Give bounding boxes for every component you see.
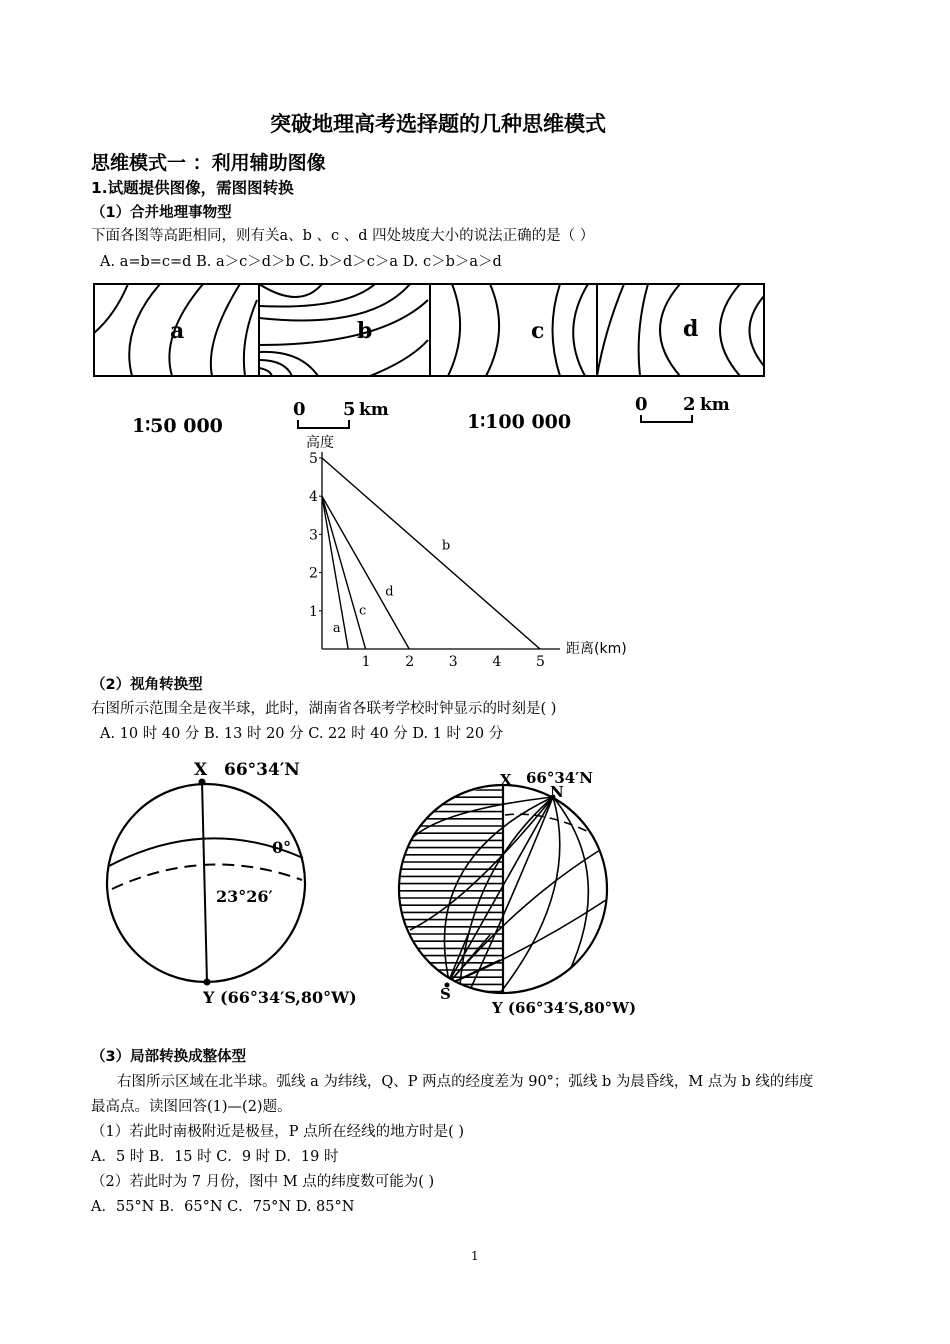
part1-heading: （1）合并地理事物型 [91, 205, 232, 221]
panel-label-a: a [170, 318, 185, 344]
x-tick-label: 5 [536, 654, 545, 670]
part1-options: A. a=b=c=d B. a＞c＞d＞b C. b＞d＞c＞a D. c＞b＞a＞d [100, 254, 502, 270]
x-axis-label: 距离(km) [566, 641, 627, 657]
series-label-a: a [332, 620, 341, 636]
series-label-c: c [359, 603, 367, 619]
left-y-label: Y (66°34′S,80°W) [203, 988, 357, 1007]
scale-bar1-five: 5 [343, 399, 356, 420]
x-tick-label: 4 [492, 654, 502, 670]
right-y-label: Y (66°34′S,80°W) [492, 999, 637, 1017]
x-tick-label: 3 [448, 654, 458, 670]
page-number: 1 [471, 1249, 479, 1263]
part3-para-line1: 右图所示区域在北半球。弧线 a 为纬线，Q、P 两点的经度差为 90°；弧线 b 为晨昏线，M 点为 b 线的纬度 [117, 1074, 814, 1090]
scale-bar2-two: 2 [683, 394, 696, 415]
part1-question: 下面各图等高距相同，则有关a、b 、c 、d 四处坡度大小的说法正确的是（ ） [91, 228, 595, 244]
part3-heading: （3）局部转换成整体型 [91, 1049, 247, 1065]
part3-para-line2: 最高点。读图回答(1)—(2)题。 [91, 1099, 292, 1115]
panel-label-c: c [531, 318, 545, 344]
part3-q1: （1）若此时南极附近是极昼，P 点所在经线的地方时是( ) [91, 1124, 465, 1140]
page-title: 突破地理高考选择题的几种思维模式 [270, 112, 606, 136]
right-s-label: S [440, 985, 451, 1003]
scale-left: 1∶50 000 [132, 415, 223, 437]
y-tick-label: 5 [309, 451, 318, 467]
mode1-heading: 思维模式一 ：利用辅助图像 [91, 152, 326, 174]
scale-bar2-unit: km [700, 395, 730, 415]
panel-label-b: b [357, 318, 373, 344]
y-tick-label: 3 [309, 527, 318, 544]
panel-label-d: d [683, 316, 699, 342]
y-axis-label: 高度 [306, 435, 334, 451]
part2-options: A. 10 时 40 分 B. 13 时 20 分 C. 22 时 40 分 D. 1 时 20 分 [100, 726, 504, 742]
part3-q1-options: A．5 时 B．15 时 C．9 时 D．19 时 [91, 1149, 339, 1165]
x-tick-label: 2 [405, 654, 415, 670]
x-tick-label: 1 [361, 654, 371, 670]
left-x-label: X [194, 760, 208, 780]
scale-bar2-zero: 0 [635, 394, 648, 415]
sub1-heading: 1.试题提供图像，需图图转换 [91, 179, 294, 197]
series-label-b: b [441, 538, 451, 554]
y-tick-label: 2 [309, 565, 318, 582]
part2-question: 右图所示范围全是夜半球，此时，湖南省各联考学校时钟显示的时刻是( ) [91, 701, 557, 717]
part2-heading: （2）视角转换型 [91, 677, 203, 693]
scale-bar1-zero: 0 [293, 399, 306, 420]
scale-right: 1∶100 000 [467, 411, 572, 433]
right-x-coord: 66°34′N [526, 769, 593, 787]
scale-bar1-unit: km [359, 400, 389, 420]
left-line1-label: 0° [272, 838, 292, 857]
y-tick-label: 4 [309, 489, 318, 506]
left-line2-label: 23°26′ [216, 887, 273, 906]
left-x-coord: 66°34′N [224, 760, 300, 780]
part3-q2: （2）若此时为 7 月份，图中 M 点的纬度数可能为( ) [91, 1174, 435, 1190]
part3-q2-options: A．55°N B．65°N C．75°N D. 85°N [91, 1199, 355, 1215]
right-n-label: N [550, 783, 564, 801]
right-x-label: X [500, 771, 512, 789]
y-tick-label: 1 [309, 603, 318, 620]
series-label-d: d [385, 584, 394, 600]
